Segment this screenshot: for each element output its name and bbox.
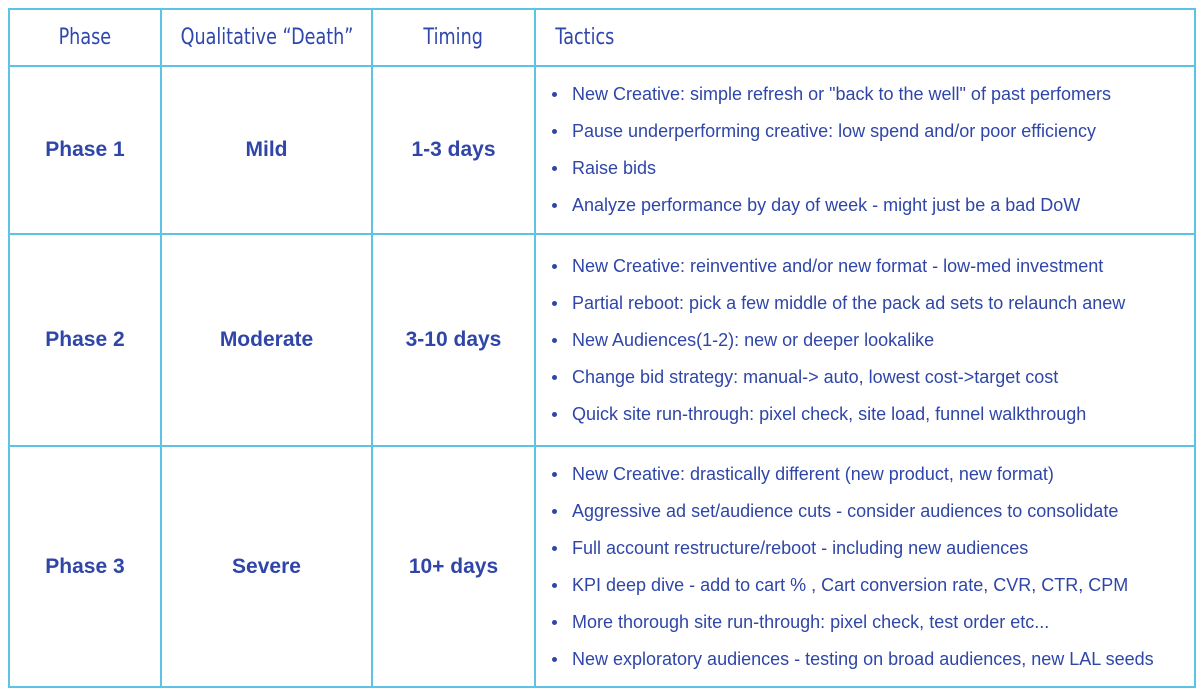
row-1-phase: Phase 1	[10, 67, 162, 235]
tactics-list	[550, 248, 1125, 433]
tactic-item: Pause underperforming creative: low spend and/or poor efficiency	[550, 113, 1111, 150]
tactic-item: New Creative: reinventive and/or new format - low-med investment	[550, 248, 1125, 285]
row-2-death: Moderate	[162, 235, 373, 447]
row-3-phase: Phase 3	[10, 447, 162, 686]
header-tactics	[536, 10, 1194, 67]
row-1-death: Mild	[162, 67, 373, 235]
phases-table	[8, 8, 1196, 688]
header-tactics-label: Tactics	[555, 25, 615, 50]
tactic-item: Change bid strategy: manual-> auto, lowest cost->target cost	[550, 359, 1125, 396]
header-death	[162, 10, 373, 67]
row-1-tactics	[536, 67, 1194, 235]
header-phase-label: Phase	[58, 25, 112, 50]
tactic-item: Aggressive ad set/audience cuts - consider audiences to consolidate	[550, 493, 1154, 530]
row-2-phase: Phase 2	[10, 235, 162, 447]
header-death-label: Qualitative “Death”	[180, 25, 353, 50]
row-2-timing: 3-10 days	[373, 235, 536, 447]
tactic-item: Quick site run-through: pixel check, site load, funnel walkthrough	[550, 396, 1125, 433]
header-phase	[10, 10, 162, 67]
row-3-tactics	[536, 447, 1194, 686]
header-timing	[373, 10, 536, 67]
tactic-item: Full account restructure/reboot - including new audiences	[550, 530, 1154, 567]
row-2-tactics	[536, 235, 1194, 447]
tactic-item: Partial reboot: pick a few middle of the pack ad sets to relaunch anew	[550, 285, 1125, 322]
tactic-item: New Audiences(1-2): new or deeper lookalike	[550, 322, 1125, 359]
row-3-timing: 10+ days	[373, 447, 536, 686]
tactic-item: Raise bids	[550, 150, 1111, 187]
tactics-list	[550, 456, 1154, 678]
tactic-item: New exploratory audiences - testing on broad audiences, new LAL seeds	[550, 641, 1154, 678]
tactic-item: Analyze performance by day of week - might just be a bad DoW	[550, 187, 1111, 224]
header-timing-label: Timing	[423, 25, 484, 50]
tactic-item: New Creative: simple refresh or "back to the well" of past perfomers	[550, 76, 1111, 113]
row-1-timing: 1-3 days	[373, 67, 536, 235]
tactic-item: New Creative: drastically different (new product, new format)	[550, 456, 1154, 493]
row-3-death: Severe	[162, 447, 373, 686]
tactic-item: KPI deep dive - add to cart % , Cart conversion rate, CVR, CTR, CPM	[550, 567, 1154, 604]
tactics-list	[550, 76, 1111, 224]
tactic-item: More thorough site run-through: pixel check, test order etc...	[550, 604, 1154, 641]
